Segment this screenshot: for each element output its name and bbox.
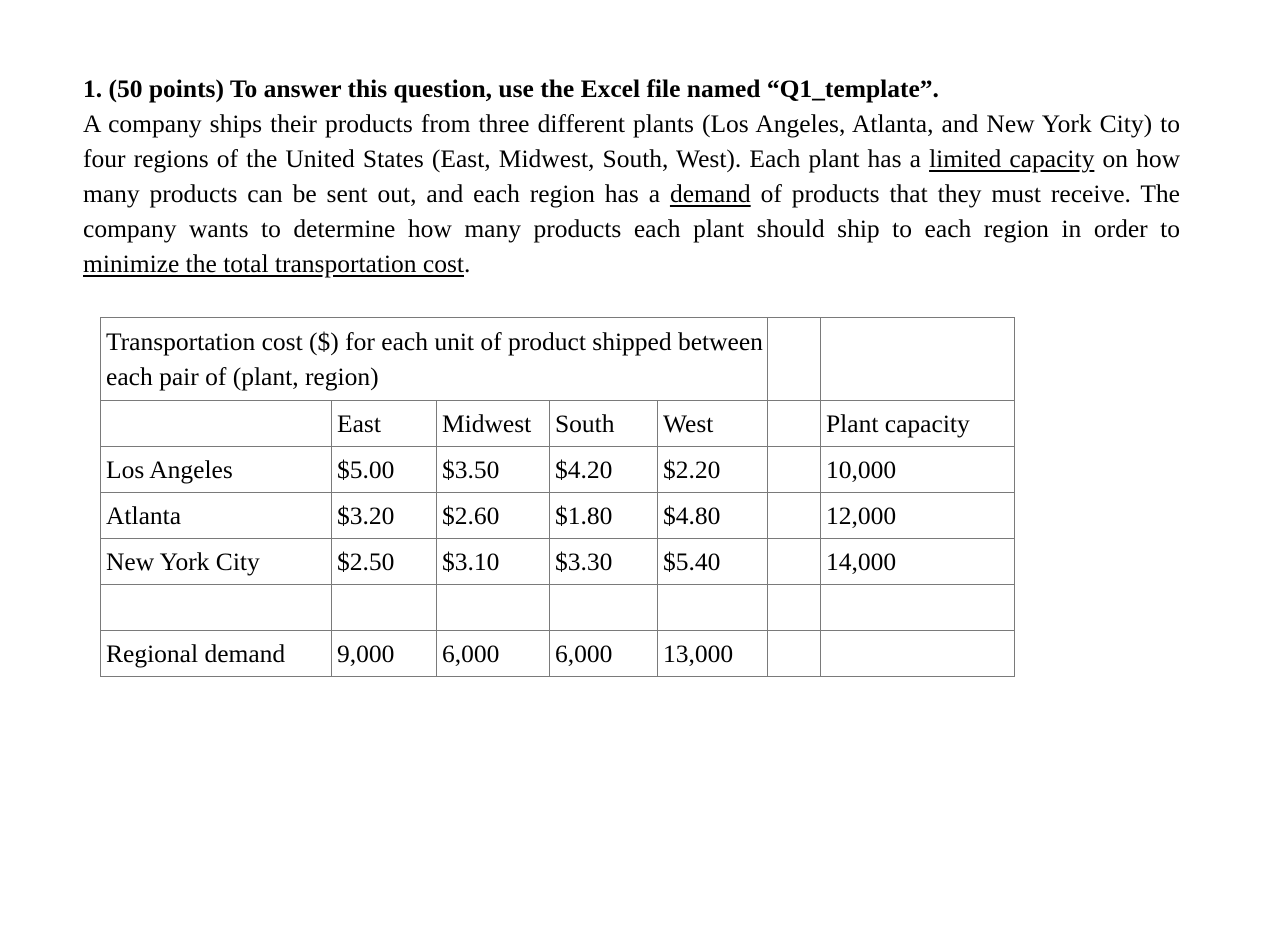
question-body-text-3: of products that they must receive. The company wants to determine how many products each plant should ship to each region in order to (83, 179, 1180, 243)
empty-cell (332, 585, 437, 631)
header-spacer (768, 401, 821, 447)
underlined-objective: minimize the total transportation cost (83, 249, 464, 278)
demand-cell: 6,000 (437, 631, 550, 677)
cost-cell: $4.20 (550, 447, 658, 493)
capacity-cell: 12,000 (821, 493, 1015, 539)
cost-cell: $3.10 (437, 539, 550, 585)
table-header-row (101, 401, 1015, 447)
empty-cell (658, 585, 768, 631)
table-title: Transportation cost ($) for each unit of product shipped between each pair of (plant, region) (101, 318, 768, 401)
table-row (101, 493, 1015, 539)
empty-cell (768, 539, 821, 585)
cost-cell: $3.30 (550, 539, 658, 585)
header-midwest: Midwest (437, 401, 550, 447)
empty-cell (768, 631, 821, 677)
cost-cell: $5.40 (658, 539, 768, 585)
demand-cell: 6,000 (550, 631, 658, 677)
transportation-cost-table (100, 317, 1015, 677)
header-west: West (658, 401, 768, 447)
cost-cell: $2.50 (332, 539, 437, 585)
header-east: East (332, 401, 437, 447)
header-south: South (550, 401, 658, 447)
question-body (83, 106, 1180, 281)
table-title-row (101, 318, 1015, 401)
demand-label: Regional demand (101, 631, 332, 677)
empty-cell (437, 585, 550, 631)
plant-name: New York City (101, 539, 332, 585)
empty-cell (768, 447, 821, 493)
empty-cell (768, 493, 821, 539)
question-body-text-2: on how many products can be sent out, and each region has a (83, 144, 1180, 208)
cost-cell: $4.80 (658, 493, 768, 539)
question-block (83, 71, 1180, 281)
cost-cell: $2.20 (658, 447, 768, 493)
empty-cell (768, 585, 821, 631)
empty-cell (550, 585, 658, 631)
plant-name: Los Angeles (101, 447, 332, 493)
question-body-text-1: A company ships their products from three different plants (Los Angeles, Atlanta, and New York City) to four regions of the United States (East, Midwest, South, West). Each plant has a (83, 109, 1180, 173)
capacity-cell: 10,000 (821, 447, 1015, 493)
cost-cell: $5.00 (332, 447, 437, 493)
demand-row (101, 631, 1015, 677)
table-row (101, 539, 1015, 585)
plant-name: Atlanta (101, 493, 332, 539)
cost-cell: $3.20 (332, 493, 437, 539)
header-plant-capacity: Plant capacity (821, 401, 1015, 447)
table-row (101, 447, 1015, 493)
question-heading: 1. (50 points) To answer this question, use the Excel file named “Q1_template”. (83, 74, 939, 103)
table-empty-row (101, 585, 1015, 631)
empty-cell (101, 585, 332, 631)
empty-cell (821, 631, 1015, 677)
question-body-text-4: . (464, 249, 471, 278)
cost-cell: $2.60 (437, 493, 550, 539)
underlined-limited-capacity: limited capacity (929, 144, 1095, 173)
header-empty (101, 401, 332, 447)
underlined-demand: demand (669, 179, 751, 208)
capacity-cell: 14,000 (821, 539, 1015, 585)
empty-cell (821, 318, 1015, 401)
demand-cell: 9,000 (332, 631, 437, 677)
cost-cell: $3.50 (437, 447, 550, 493)
empty-cell (821, 585, 1015, 631)
demand-cell: 13,000 (658, 631, 768, 677)
cost-cell: $1.80 (550, 493, 658, 539)
empty-cell (768, 318, 821, 401)
